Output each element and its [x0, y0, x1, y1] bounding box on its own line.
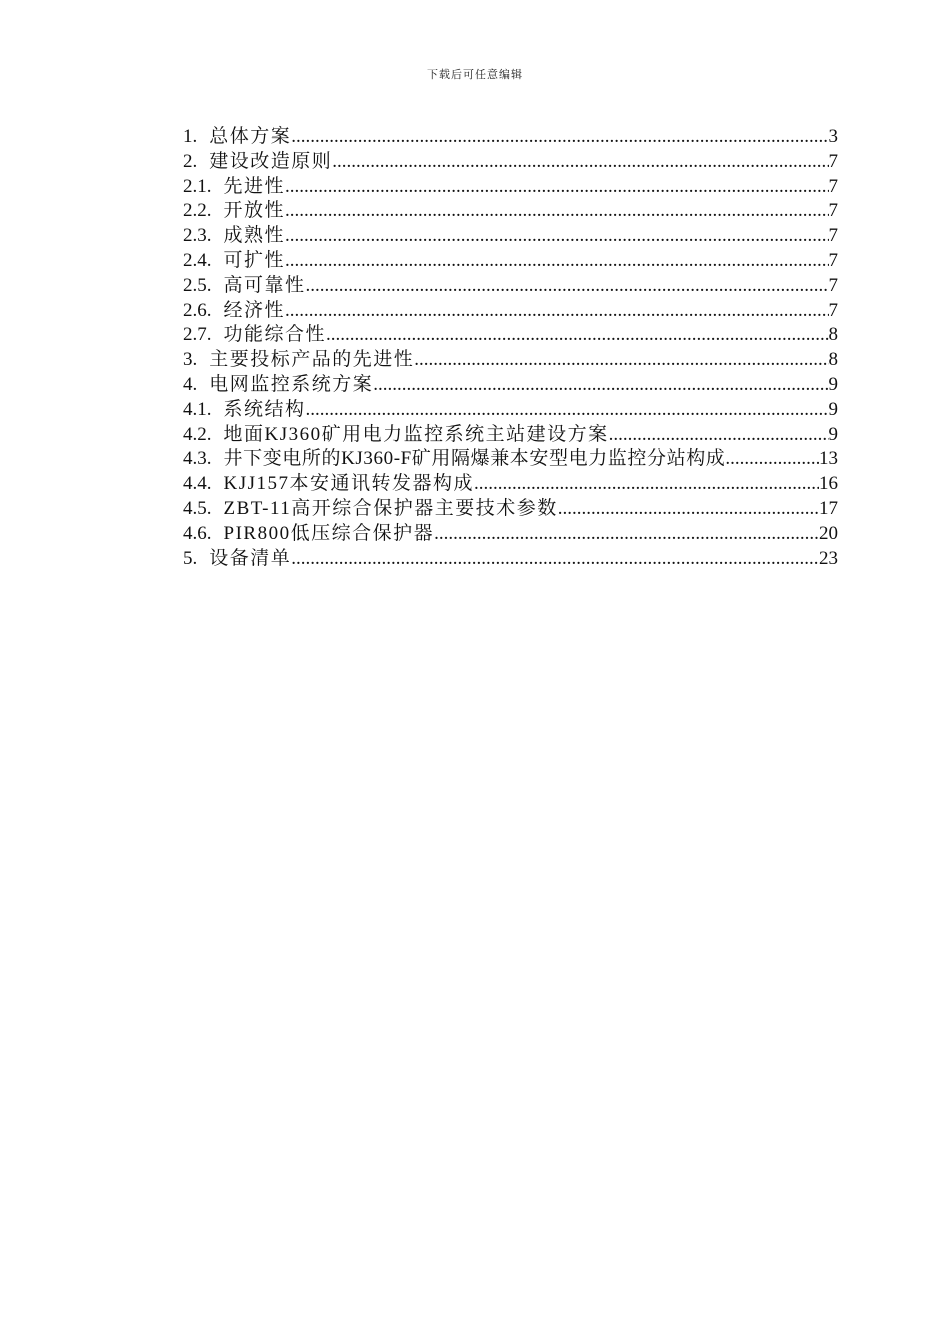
toc-entry-title: 功能综合性 [223, 324, 327, 346]
toc-entry-4-2[interactable] [183, 423, 838, 448]
toc-entry-number: 4. [183, 373, 198, 395]
toc-entry-number: 2.6. [183, 299, 212, 321]
toc-entry-number: 2.2. [183, 200, 212, 222]
toc-entry-2-2[interactable] [183, 199, 838, 224]
toc-entry-title: PIR800低压综合保护器 [223, 522, 435, 544]
toc-entry-2[interactable] [183, 150, 838, 175]
toc-entry-number: 4.3. [183, 448, 212, 470]
toc-entry-page: 9 [828, 373, 838, 395]
toc-entry-number: 1. [183, 126, 198, 147]
toc-entry-page: 7 [828, 249, 838, 271]
toc-dot-leader [332, 150, 828, 175]
toc-entry-2-7[interactable] [183, 323, 838, 348]
toc-entry-page: 13 [819, 448, 838, 470]
toc-entry-number: 4.1. [183, 398, 212, 420]
toc-entry-2-5[interactable] [183, 274, 838, 299]
toc-entry-page: 9 [828, 398, 838, 420]
toc-entry-number: 4.6. [183, 522, 212, 544]
toc-entry-title: 建设改造原则 [209, 150, 333, 172]
toc-entry-title: 电网监控系统方案 [209, 373, 374, 395]
toc-entry-number: 2.7. [183, 324, 212, 346]
toc-entry-number: 2.3. [183, 225, 212, 247]
toc-entry-page: 8 [828, 324, 838, 346]
toc-entry-page: 7 [828, 299, 838, 321]
toc-dot-leader [285, 299, 828, 324]
page-header: 下载后可任意编辑 [427, 68, 523, 81]
toc-entry-title: ZBT-11高开综合保护器主要技术参数 [223, 497, 558, 519]
toc-entry-title: 系统结构 [223, 398, 306, 420]
toc-entry-4-5[interactable] [183, 497, 838, 522]
toc-entry-title: 地面KJ360矿用电力监控系统主站建设方案 [223, 423, 609, 445]
toc-entry-page: 20 [819, 522, 838, 544]
toc-entry-1[interactable] [183, 125, 838, 150]
table-of-contents [183, 125, 838, 571]
toc-entry-title: 先进性 [223, 175, 286, 197]
toc-dot-leader [285, 199, 828, 224]
toc-entry-page: 7 [828, 175, 838, 197]
toc-entry-number: 2.5. [183, 274, 212, 296]
toc-entry-page: 8 [828, 349, 838, 371]
toc-entry-4-3[interactable] [183, 447, 838, 472]
toc-dot-leader [326, 323, 828, 348]
toc-entry-number: 4.2. [183, 423, 212, 445]
toc-entry-page: 16 [819, 473, 838, 495]
toc-entry-number: 4.5. [183, 497, 212, 519]
toc-dot-leader [474, 472, 819, 497]
toc-entry-number: 2.4. [183, 249, 212, 271]
toc-dot-leader [414, 348, 828, 373]
toc-entry-2-4[interactable] [183, 249, 838, 274]
toc-entry-page: 7 [828, 274, 838, 296]
toc-dot-leader [558, 497, 819, 522]
toc-dot-leader [373, 373, 828, 398]
toc-entry-title: 井下变电所的KJ360-F矿用隔爆兼本安型电力监控分站构成 [223, 448, 726, 470]
toc-entry-page: 7 [828, 150, 838, 172]
toc-dot-leader [306, 274, 829, 299]
toc-entry-page: 7 [828, 200, 838, 222]
toc-entry-page: 3 [828, 126, 838, 147]
toc-entry-number: 4.4. [183, 473, 212, 495]
toc-dot-leader [306, 398, 829, 423]
toc-entry-4-6[interactable] [183, 522, 838, 547]
toc-entry-title: 经济性 [223, 299, 286, 321]
toc-entry-title: 总体方案 [209, 126, 292, 147]
toc-entry-number: 3. [183, 349, 198, 371]
toc-entry-5[interactable] [183, 547, 838, 572]
toc-entry-title: 高可靠性 [223, 274, 306, 296]
toc-dot-leader [285, 224, 828, 249]
toc-entry-page: 17 [819, 497, 838, 519]
toc-entry-2-1[interactable] [183, 175, 838, 200]
toc-entry-title: 设备清单 [209, 547, 292, 569]
toc-dot-leader [291, 125, 828, 150]
toc-entry-4-1[interactable] [183, 398, 838, 423]
toc-dot-leader [725, 447, 819, 472]
toc-entry-title: KJJ157本安通讯转发器构成 [223, 473, 475, 495]
toc-entry-number: 2. [183, 150, 198, 172]
toc-entry-page: 23 [819, 547, 838, 569]
toc-entry-title: 开放性 [223, 200, 286, 222]
toc-entry-page: 7 [828, 225, 838, 247]
toc-dot-leader [609, 423, 829, 448]
toc-entry-4[interactable] [183, 373, 838, 398]
toc-entry-title: 成熟性 [223, 225, 286, 247]
toc-entry-title: 主要投标产品的先进性 [209, 349, 415, 371]
toc-entry-title: 可扩性 [223, 249, 286, 271]
toc-entry-number: 5. [183, 547, 198, 569]
toc-dot-leader [285, 249, 828, 274]
toc-entry-2-3[interactable] [183, 224, 838, 249]
toc-entry-page: 9 [828, 423, 838, 445]
toc-entry-4-4[interactable] [183, 472, 838, 497]
toc-dot-leader [434, 522, 819, 547]
toc-entry-3[interactable] [183, 348, 838, 373]
toc-entry-number: 2.1. [183, 175, 212, 197]
toc-entry-2-6[interactable] [183, 299, 838, 324]
toc-dot-leader [291, 547, 819, 572]
toc-dot-leader [285, 175, 828, 200]
